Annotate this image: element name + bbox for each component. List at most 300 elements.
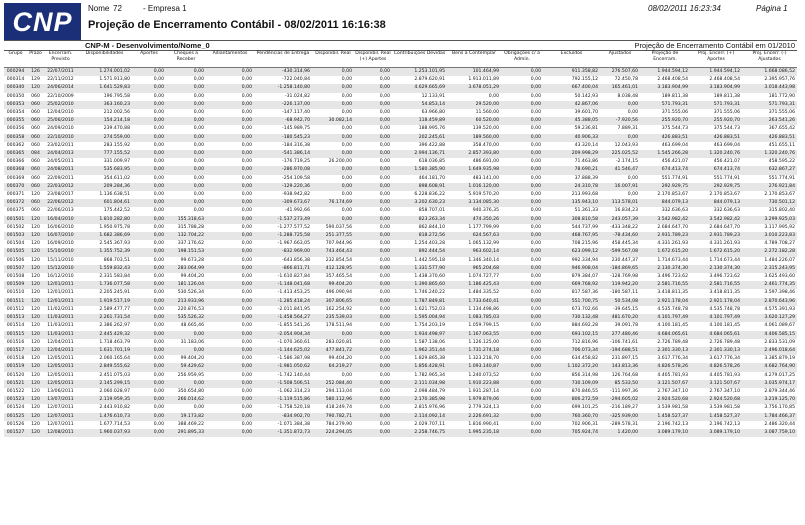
table-cell: 0,00 <box>132 298 166 306</box>
table-cell: 1.944.594,12 <box>640 68 690 77</box>
table-cell: -1.508.506,51 <box>254 380 312 388</box>
table-cell: 0,00 <box>501 413 543 421</box>
table-cell: 001517 <box>4 347 27 355</box>
table-cell: 266.014,62 <box>166 396 206 404</box>
table-cell: 126.764,68 <box>600 372 640 380</box>
column-header: Ajustados <box>600 51 640 68</box>
table-cell: 120 <box>27 429 44 437</box>
table-cell: -1.742.140,44 <box>254 372 312 380</box>
table-cell: 4.405.781,93 <box>640 372 690 380</box>
table-row <box>4 289 797 297</box>
table-cell: 0,00 <box>354 429 392 437</box>
table-row <box>4 421 797 429</box>
table-cell: 143.813,36 <box>600 363 640 371</box>
table-cell: 0,00 <box>132 289 166 297</box>
table-cell: 243.057,39 <box>600 216 640 224</box>
table-cell: 2.921.178,04 <box>690 298 742 306</box>
table-cell: 0,00 <box>354 421 392 429</box>
table-cell: 0,00 <box>132 339 166 347</box>
table-cell: 0,00 <box>354 216 392 224</box>
table-cell: 120 <box>27 314 44 322</box>
table-cell: 0,00 <box>206 429 254 437</box>
table-cell: 862.844,10 <box>392 224 447 232</box>
table-cell: 2.451.075,03 <box>77 372 132 380</box>
table-cell: 0,00 <box>132 199 166 207</box>
table-cell: 001518 <box>4 355 27 363</box>
empresa-label: - Empresa 1 <box>143 4 187 13</box>
table-cell: 000353 <box>4 101 27 109</box>
table-cell: 396.422,88 <box>392 142 447 150</box>
column-header: Encerram. Previsto <box>44 51 77 68</box>
table-cell: 277.480,46 <box>600 331 640 339</box>
column-header: Cheques a Receber <box>166 51 206 68</box>
table-cell: 000314 <box>4 76 27 84</box>
table-cell: 1.649.935,98 <box>447 166 501 174</box>
table-row <box>4 372 797 380</box>
table-cell: 0,00 <box>206 224 254 232</box>
table-cell: -1.981.050,62 <box>254 363 312 371</box>
table-cell: 2.461.774,35 <box>742 281 797 289</box>
table-row <box>4 232 797 240</box>
table-cell: 464.181,70 <box>392 175 447 183</box>
table-cell: 601.804,61 <box>77 199 132 207</box>
table-cell: 1.240.073,52 <box>447 372 501 380</box>
table-cell: 196.795,58 <box>77 93 132 101</box>
table-cell: 3.219.125,70 <box>742 396 797 404</box>
table-cell: 571.793,31 <box>640 101 690 109</box>
table-cell: 0,00 <box>354 388 392 396</box>
table-row <box>4 240 797 248</box>
table-cell: 2.581.716,55 <box>690 281 742 289</box>
table-cell: 0,00 <box>132 396 166 404</box>
column-header: Projeção de Encerram. <box>640 51 690 68</box>
table-cell: 0,00 <box>354 281 392 289</box>
table-cell: 2.170.853,67 <box>742 191 797 199</box>
table-cell: 0,00 <box>206 232 254 240</box>
table-cell: 274.559,00 <box>77 134 132 142</box>
table-cell: 6.228.836,22 <box>392 191 447 199</box>
table-cell: 001503 <box>4 232 27 240</box>
table-cell: 2.196.742,13 <box>640 421 690 429</box>
table-cell: 0,00 <box>501 134 543 142</box>
table-cell: 0,00 <box>132 117 166 125</box>
table-cell: 1.718.463,79 <box>77 339 132 347</box>
table-cell: 3.678.051,29 <box>447 84 501 92</box>
table-cell: 1.810.282,80 <box>77 216 132 224</box>
table-cell: 60.520,00 <box>447 117 501 125</box>
table-cell: 11/03/2011 <box>44 331 77 339</box>
table-cell: 2.114.092,14 <box>392 413 447 421</box>
table-cell: 1.944.594,12 <box>690 68 742 77</box>
table-cell: 181.126,04 <box>166 281 206 289</box>
table-cell: 060 <box>27 125 44 133</box>
table-cell: 712.816,96 <box>543 339 600 347</box>
nome-label: Nome <box>88 4 110 13</box>
table-cell: 2.545.367,93 <box>77 240 132 248</box>
table-cell: 3.089.179,10 <box>690 429 742 437</box>
table-cell: 483.141,00 <box>447 175 501 183</box>
table-cell: 19.173,82 <box>166 413 206 421</box>
table-cell: 4.100.181,45 <box>690 322 742 330</box>
table-cell: 4.629.665,69 <box>392 84 447 92</box>
table-cell: 16.834,23 <box>600 207 640 215</box>
table-cell: 0,00 <box>132 191 166 199</box>
table-cell: 3.617.776,34 <box>640 355 690 363</box>
table-cell: 001502 <box>4 224 27 232</box>
table-cell: 99.404,20 <box>312 355 354 363</box>
table-cell: 29.520,00 <box>447 101 501 109</box>
table-cell: 0,00 <box>132 125 166 133</box>
table-cell: 1.714.673,44 <box>640 257 690 265</box>
table-cell: 060 <box>27 101 44 109</box>
table-cell: 412.128,95 <box>312 265 354 273</box>
table-cell: 2.145.299,15 <box>77 380 132 388</box>
table-cell: 2.726.789,48 <box>690 339 742 347</box>
table-cell: 0,00 <box>166 199 206 207</box>
table-cell: 0,00 <box>354 183 392 191</box>
table-cell: 0,00 <box>166 125 206 133</box>
table-cell: -1.258.140,80 <box>254 84 312 92</box>
table-cell: 0,00 <box>132 76 166 84</box>
table-cell: 0,00 <box>600 191 640 199</box>
table-cell: 2.833.531,09 <box>742 339 797 347</box>
table-cell: 0,00 <box>312 150 354 158</box>
table-cell: 42.867,06 <box>543 101 600 109</box>
table-cell: 178.511,94 <box>312 322 354 330</box>
table-cell: 0,00 <box>166 191 206 199</box>
table-cell: 000355 <box>4 117 27 125</box>
table-cell: 120 <box>27 191 44 199</box>
table-cell: 0,00 <box>354 273 392 281</box>
projection-period: Projeção de Encerramento Contábil em 01/2010 <box>634 41 795 50</box>
table-row <box>4 93 797 101</box>
table-cell: 2.994.136,71 <box>392 150 447 158</box>
table-cell: 120 <box>27 413 44 421</box>
table-cell: 001512 <box>4 306 27 314</box>
table-cell: 283.155,92 <box>77 142 132 150</box>
table-cell: 43.320,14 <box>543 142 600 150</box>
table-cell: 40.906,33 <box>543 134 600 142</box>
table-cell: 0,00 <box>132 372 166 380</box>
table-cell: 790.782,71 <box>312 413 354 421</box>
table-cell: 1.816.990,41 <box>447 421 501 429</box>
table-cell: 1.186.425,43 <box>447 281 501 289</box>
table-cell: 72.450,78 <box>600 76 640 84</box>
table-cell: 1.484.226,07 <box>742 257 797 265</box>
table-cell: 463.699,04 <box>640 142 690 150</box>
table-cell: 730.132,48 <box>543 314 600 322</box>
table-cell: 000366 <box>4 158 27 166</box>
table-cell: 060 <box>27 142 44 150</box>
table-cell: 000375 <box>4 207 27 215</box>
table-cell: 15/10/2010 <box>44 248 77 256</box>
table-cell: 868.703,51 <box>77 257 132 265</box>
table-cell: -1.413.453,25 <box>254 289 312 297</box>
table-cell: 358.470,00 <box>447 142 501 150</box>
table-row <box>4 142 797 150</box>
table-cell: 2.849.555,62 <box>77 363 132 371</box>
table-cell: 0,00 <box>501 273 543 281</box>
table-cell: 232.854,54 <box>312 257 354 265</box>
table-cell: 2.921.178,04 <box>640 298 690 306</box>
table-cell: 0,00 <box>166 93 206 101</box>
table-cell: 000371 <box>4 191 27 199</box>
table-cell: 4.331.261,93 <box>640 240 690 248</box>
table-cell: 0,00 <box>132 109 166 117</box>
table-cell: 0,00 <box>132 388 166 396</box>
table-cell: 0,00 <box>312 93 354 101</box>
table-cell: -1.144.625,02 <box>254 347 312 355</box>
table-cell: 363.160,23 <box>77 101 132 109</box>
table-cell: 000354 <box>4 109 27 117</box>
table-cell: 0,00 <box>206 68 254 77</box>
table-cell: 0,00 <box>354 76 392 84</box>
table-cell: -1.586.387,98 <box>254 355 312 363</box>
table-cell: -145.989,75 <box>254 125 312 133</box>
table-cell: 3.542.982,42 <box>690 216 742 224</box>
table-cell: 963.602,14 <box>447 248 501 256</box>
table-cell: 3.010.223,83 <box>742 232 797 240</box>
column-header: Obrigações c/ a Admin. <box>501 51 543 68</box>
table-cell: 24.310,78 <box>543 183 600 191</box>
table-cell: 2.301.330,13 <box>690 347 742 355</box>
table-cell: 0,00 <box>166 134 206 142</box>
table-cell: 1.093.140,87 <box>447 363 501 371</box>
table-cell: 3.418.811,35 <box>640 289 690 297</box>
table-cell: 0,00 <box>312 216 354 224</box>
table-cell: 0,00 <box>501 142 543 150</box>
table-cell: -1.758.520,18 <box>254 404 312 412</box>
column-header: Excluídos <box>543 51 600 68</box>
table-cell: 50.534,08 <box>600 298 640 306</box>
table-cell: 11/02/2011 <box>44 306 77 314</box>
table-cell: 0,00 <box>132 158 166 166</box>
table-cell: 0,00 <box>501 404 543 412</box>
table-cell: 11/03/2011 <box>44 322 77 330</box>
table-cell: -1.610.827,84 <box>254 273 312 281</box>
table-cell: 120 <box>27 372 44 380</box>
table-cell: 3.202.630,23 <box>392 199 447 207</box>
column-header: Disponibil. Real <box>312 51 354 68</box>
table-cell: 120 <box>27 339 44 347</box>
table-cell: 0,00 <box>501 175 543 183</box>
table-cell: 22/07/2011 <box>44 68 77 77</box>
table-cell: 0,00 <box>354 134 392 142</box>
table-cell: 0,00 <box>501 84 543 92</box>
table-cell: 060 <box>27 134 44 142</box>
table-cell: -68.942,70 <box>254 117 312 125</box>
table-cell: 3.183.904,99 <box>690 84 742 92</box>
table-cell: 667.400,04 <box>543 84 600 92</box>
table-cell: 001519 <box>4 363 27 371</box>
table-cell: 001520 <box>4 372 27 380</box>
table-cell: 477.841,72 <box>312 347 354 355</box>
table-cell: 15/12/2010 <box>44 265 77 273</box>
table-cell: 0,00 <box>132 322 166 330</box>
table-cell: 1.458.527,37 <box>640 413 690 421</box>
table-cell: 1.621.752,03 <box>392 306 447 314</box>
table-cell: 1.390.865,60 <box>392 281 447 289</box>
table-cell: 426.883,51 <box>742 134 797 142</box>
table-cell: 707.944,96 <box>312 240 354 248</box>
table-cell: 25/02/2010 <box>44 101 77 109</box>
table-cell: 060 <box>27 93 44 101</box>
table-cell: 0,00 <box>132 142 166 150</box>
table-cell: 12/07/2011 <box>44 413 77 421</box>
table-cell: 202.245,61 <box>392 134 447 142</box>
table-row <box>4 109 797 117</box>
table-cell: 0,00 <box>132 150 166 158</box>
table-row <box>4 199 797 207</box>
table-row <box>4 265 797 273</box>
table-cell: 3.617.776,34 <box>690 355 742 363</box>
table-cell: 371.555,06 <box>690 109 742 117</box>
table-cell: 001515 <box>4 331 27 339</box>
table-cell: 0,00 <box>354 314 392 322</box>
table-row <box>4 216 797 224</box>
table-cell: 911.358,82 <box>543 68 600 77</box>
table-cell: 1.177.799,99 <box>447 224 501 232</box>
table-cell: 0,00 <box>501 199 543 207</box>
table-cell: 693.102,15 <box>543 331 600 339</box>
table-cell: 12/04/2010 <box>44 109 77 117</box>
table-cell: 0,00 <box>206 363 254 371</box>
table-cell: 001509 <box>4 281 27 289</box>
table-cell: 3.035.974,17 <box>742 380 797 388</box>
table-cell: 551.774,91 <box>690 175 742 183</box>
table-cell: 2.060.165,64 <box>77 355 132 363</box>
table-cell: 375.544,73 <box>690 125 742 133</box>
table-cell: 30.082,14 <box>312 117 354 125</box>
table-cell: 0,00 <box>501 429 543 437</box>
table-cell: 198.151,53 <box>166 248 206 256</box>
table-cell: -31.024,82 <box>254 93 312 101</box>
table-cell: 0,00 <box>206 207 254 215</box>
table-cell: 0,00 <box>354 199 392 207</box>
table-cell: 001511 <box>4 298 27 306</box>
table-cell: -643.856,38 <box>254 257 312 265</box>
table-row <box>4 257 797 265</box>
table-cell: 2.468.408,54 <box>690 76 742 84</box>
table-cell: 120 <box>27 281 44 289</box>
table-cell: 0,00 <box>501 339 543 347</box>
table-cell: 23/02/2011 <box>44 142 77 150</box>
table-cell: 235.539,03 <box>312 314 354 322</box>
table-cell: -325.939,00 <box>600 413 640 421</box>
table-cell: 730.501,12 <box>742 199 797 207</box>
table-cell: 0,00 <box>312 331 354 339</box>
table-cell: 000356 <box>4 125 27 133</box>
table-cell: 0,00 <box>132 207 166 215</box>
table-cell: 705.924,74 <box>543 429 600 437</box>
table-cell: 0,00 <box>354 68 392 77</box>
table-cell: 2.879.344,46 <box>742 388 797 396</box>
table-cell: 000340 <box>4 84 27 92</box>
table-cell: 16/12/2010 <box>44 273 77 281</box>
table-cell: 4.279.017,25 <box>742 372 797 380</box>
table-cell: 120 <box>27 421 44 429</box>
table-cell: -1.288.725,58 <box>254 232 312 240</box>
table-row <box>4 413 797 421</box>
table-cell: 307.806,65 <box>312 298 354 306</box>
table-cell: 213.933,96 <box>166 298 206 306</box>
table-cell: 1.484.335,52 <box>447 289 501 297</box>
table-cell: 0,00 <box>354 232 392 240</box>
table-cell: 060 <box>27 117 44 125</box>
table-cell: 126 <box>27 68 44 77</box>
table-cell: 4.789.708,27 <box>742 240 797 248</box>
table-cell: 3.117.995,92 <box>742 224 797 232</box>
table-cell: 1.829.865,38 <box>392 355 447 363</box>
column-header: Grupo <box>4 51 27 68</box>
table-row <box>4 347 797 355</box>
table-cell: 45.388,05 <box>543 117 600 125</box>
table-cell: 0,00 <box>206 93 254 101</box>
table-cell: 0,00 <box>354 158 392 166</box>
column-header: Contribuições Devidas <box>392 51 447 68</box>
table-cell: 2.684.647,70 <box>640 224 690 232</box>
table-cell: 16/06/2010 <box>44 224 77 232</box>
table-cell: 2.170.853,67 <box>640 191 690 199</box>
table-cell: 084 <box>27 150 44 158</box>
table-cell: 255.920,70 <box>690 117 742 125</box>
table-cell: 0,00 <box>206 339 254 347</box>
table-cell: 530.526,34 <box>166 289 206 297</box>
table-cell: 120 <box>27 265 44 273</box>
table-row <box>4 322 797 330</box>
table-cell: 3.121.507,67 <box>690 380 742 388</box>
table-cell: 2.767.347,10 <box>690 388 742 396</box>
table-cell: 1.420,00 <box>600 429 640 437</box>
column-header: Disponibilidades <box>77 51 132 68</box>
table-cell: -128.769,98 <box>600 273 640 281</box>
table-cell: 551.774,91 <box>640 175 690 183</box>
table-cell: 0,00 <box>206 355 254 363</box>
table-cell: 1.083.785,03 <box>447 314 501 322</box>
table-cell: 120 <box>27 84 44 92</box>
table-cell: 12/04/2011 <box>44 339 77 347</box>
table-cell: 706.073,34 <box>543 347 600 355</box>
table-cell: 0,00 <box>354 224 392 232</box>
table-row <box>4 429 797 437</box>
table-cell: 2.261.731,54 <box>77 314 132 322</box>
table-cell: -226.137,00 <box>254 101 312 109</box>
table-cell: 001516 <box>4 339 27 347</box>
table-cell: 120 <box>27 289 44 297</box>
table-cell: 12/07/2011 <box>44 421 77 429</box>
table-cell: 1.754.203,19 <box>392 322 447 330</box>
table-cell: -1.458.564,27 <box>254 314 312 322</box>
table-cell: 1.682.386,69 <box>77 232 132 240</box>
table-cell: 3.597.398,46 <box>742 289 797 297</box>
table-cell: 0,00 <box>166 166 206 174</box>
table-cell: 120 <box>27 257 44 265</box>
table-cell: 000294 <box>4 68 27 77</box>
table-cell: 1.323.218,70 <box>447 355 501 363</box>
table-cell: 0,00 <box>166 117 206 125</box>
table-cell: -78.434,60 <box>600 232 640 240</box>
table-cell: 139.520,00 <box>447 125 501 133</box>
table-cell: 000372 <box>4 199 27 207</box>
table-cell: 2.119.959,35 <box>77 396 132 404</box>
table-cell: 0,00 <box>354 289 392 297</box>
table-cell: 4.535.748,78 <box>690 306 742 314</box>
table-cell: 0,00 <box>206 396 254 404</box>
table-cell: 0,00 <box>354 363 392 371</box>
table-cell: 283.064,99 <box>166 265 206 273</box>
table-row <box>4 404 797 412</box>
table-cell: 1.934.498,97 <box>392 331 447 339</box>
